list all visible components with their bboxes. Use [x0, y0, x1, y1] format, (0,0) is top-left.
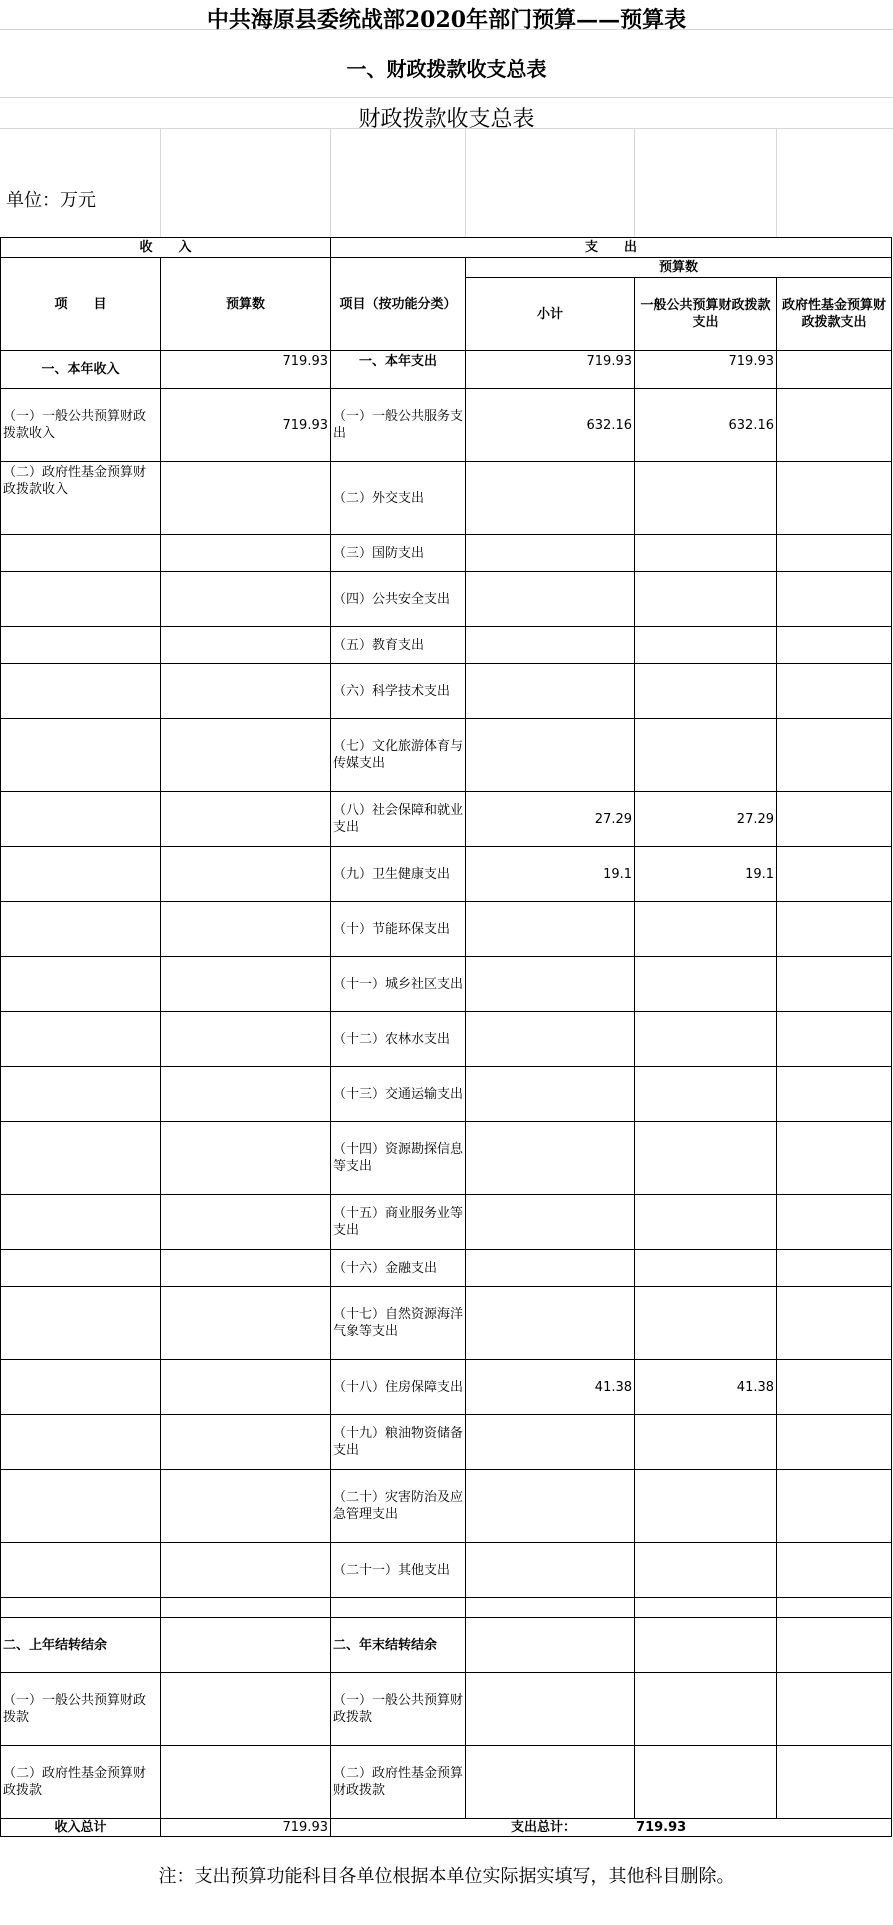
expense-fund-cell — [777, 1012, 892, 1067]
gridline — [634, 128, 635, 238]
expense-general-cell — [635, 1415, 777, 1470]
income-item-cell — [1, 664, 161, 719]
expense-fund-cell — [777, 1415, 892, 1470]
table-row — [1, 719, 892, 792]
expense-item-cell — [331, 1598, 466, 1618]
expense-general-cell — [635, 1673, 777, 1746]
expense-subtotal-cell — [466, 1250, 635, 1287]
income-item-cell — [1, 1598, 161, 1618]
expense-subtotal-cell — [466, 1122, 635, 1195]
expense-fund-cell — [777, 572, 892, 627]
expense-general-cell — [635, 1543, 777, 1598]
document-title: 中共海原县委统战部2020年部门预算——预算表 — [206, 7, 687, 33]
fund-budget-header: 政府性基金预算财政拨款支出 — [777, 278, 892, 351]
subtotal-header: 小计 — [466, 278, 635, 351]
income-item-cell — [1, 1067, 161, 1122]
income-item-cell — [1, 1415, 161, 1470]
income-header: 收 入 — [1, 238, 331, 258]
expense-item-cell: （二）政府性基金预算财政拨款 — [331, 1746, 466, 1819]
income-item-cell: （一）一般公共预算财政拨款收入 — [1, 389, 161, 462]
expense-item-cell: （二十一）其他支出 — [331, 1543, 466, 1598]
income-item-cell — [1, 1287, 161, 1360]
expense-item-cell: （十二）农林水支出 — [331, 1012, 466, 1067]
expense-general-cell — [635, 1012, 777, 1067]
table-row — [1, 1012, 892, 1067]
expense-item-cell: （二）外交支出 — [331, 462, 466, 535]
func-item-header: 项目（按功能分类） — [331, 258, 466, 351]
table-row — [1, 351, 892, 389]
expense-fund-cell — [777, 1122, 892, 1195]
expense-item-cell: （七）文化旅游体育与传媒支出 — [331, 719, 466, 792]
expense-general-cell — [635, 572, 777, 627]
expense-general-cell — [635, 719, 777, 792]
expense-general-cell: 719.93 — [635, 351, 777, 389]
table-row — [1, 1746, 892, 1819]
table-row — [1, 902, 892, 957]
income-value-cell — [161, 1360, 331, 1415]
expense-subtotal-cell — [466, 957, 635, 1012]
expense-subtotal-cell — [466, 572, 635, 627]
gridline — [776, 128, 777, 238]
expense-item-cell: （十）节能环保支出 — [331, 902, 466, 957]
income-value-cell — [161, 1287, 331, 1360]
table-row — [1, 1360, 892, 1415]
document-subtitle: 一、财政拨款收支总表 — [346, 57, 547, 81]
table-row — [1, 1543, 892, 1598]
expense-fund-cell — [777, 1598, 892, 1618]
expense-item-cell: （十六）金融支出 — [331, 1250, 466, 1287]
income-value-cell — [161, 1543, 331, 1598]
expense-item-cell: （四）公共安全支出 — [331, 572, 466, 627]
expense-fund-cell — [777, 1250, 892, 1287]
expense-item-cell: 一、本年支出 — [331, 351, 466, 389]
table-row — [1, 1598, 892, 1618]
expense-general-cell — [635, 664, 777, 719]
expense-fund-cell — [777, 627, 892, 664]
table-row — [1, 462, 892, 535]
header-row-1 — [1, 238, 892, 258]
income-item-cell: （一）一般公共预算财政拨款 — [1, 1673, 161, 1746]
footnote: 注：支出预算功能科目各单位根据本单位实际据实填写，其他科目删除。 — [158, 1866, 735, 1887]
expense-subtotal-cell — [466, 1415, 635, 1470]
expense-item-cell: （十八）住房保障支出 — [331, 1360, 466, 1415]
expense-header: 支 出 — [331, 238, 892, 258]
income-value-cell — [161, 1673, 331, 1746]
header-row-2 — [1, 258, 892, 278]
expense-subtotal-cell: 632.16 — [466, 389, 635, 462]
expense-subtotal-cell — [466, 1598, 635, 1618]
expense-subtotal-cell — [466, 1746, 635, 1819]
income-total-label: 收入总计 — [1, 1819, 161, 1837]
income-value-cell — [161, 1012, 331, 1067]
general-budget-header: 一般公共预算财政拨款支出 — [635, 278, 777, 351]
expense-subtotal-cell — [466, 1287, 635, 1360]
expense-item-cell: （二十）灾害防治及应急管理支出 — [331, 1470, 466, 1543]
expense-item-cell: （十五）商业服务业等支出 — [331, 1195, 466, 1250]
table-row — [1, 957, 892, 1012]
expense-item-cell: （五）教育支出 — [331, 627, 466, 664]
income-item-cell: （二）政府性基金预算财政拨款 — [1, 1746, 161, 1819]
expense-item-cell: （八）社会保障和就业支出 — [331, 792, 466, 847]
income-item-cell — [1, 572, 161, 627]
expense-general-cell — [635, 1122, 777, 1195]
table-row — [1, 1470, 892, 1543]
expense-subtotal-cell — [466, 1067, 635, 1122]
income-item-cell — [1, 719, 161, 792]
expense-total-label: 支出总计： — [511, 1820, 577, 1835]
expense-fund-cell — [777, 664, 892, 719]
unit-label: 单位：万元 — [6, 190, 96, 211]
expense-fund-cell — [777, 719, 892, 792]
expense-item-cell: （十四）资源勘探信息等支出 — [331, 1122, 466, 1195]
income-value-cell — [161, 1415, 331, 1470]
table-row — [1, 847, 892, 902]
expense-general-cell: 632.16 — [635, 389, 777, 462]
income-item-cell: 一、本年收入 — [1, 351, 161, 389]
income-value-cell — [161, 957, 331, 1012]
expense-fund-cell — [777, 1543, 892, 1598]
expense-general-cell: 19.1 — [635, 847, 777, 902]
expense-general-cell — [635, 957, 777, 1012]
income-value-cell — [161, 664, 331, 719]
expense-item-cell: （十七）自然资源海洋气象等支出 — [331, 1287, 466, 1360]
expense-fund-cell — [777, 902, 892, 957]
income-item-cell — [1, 1195, 161, 1250]
income-item-cell — [1, 1470, 161, 1543]
expense-item-cell: （九）卫生健康支出 — [331, 847, 466, 902]
income-value-cell — [161, 1195, 331, 1250]
expense-subtotal-cell — [466, 902, 635, 957]
expense-subtotal-cell — [466, 1543, 635, 1598]
expense-subtotal-cell — [466, 664, 635, 719]
expense-fund-cell — [777, 792, 892, 847]
income-value-cell — [161, 462, 331, 535]
expense-fund-cell — [777, 535, 892, 572]
income-item-cell — [1, 792, 161, 847]
expense-total-value: 719.93 — [636, 1820, 687, 1835]
income-value-cell — [161, 1067, 331, 1122]
totals-row — [1, 1819, 892, 1837]
expense-subtotal-cell — [466, 1673, 635, 1746]
income-item-cell: 二、上年结转结余 — [1, 1618, 161, 1673]
income-item-cell — [1, 847, 161, 902]
income-budget-header: 预算数 — [161, 258, 331, 351]
expense-fund-cell — [777, 389, 892, 462]
expense-item-cell: （十一）城乡社区支出 — [331, 957, 466, 1012]
budget-group-header: 预算数 — [466, 258, 892, 278]
expense-general-cell — [635, 462, 777, 535]
table-title: 财政拨款收支总表 — [358, 107, 535, 132]
expense-total-cell — [331, 1819, 892, 1837]
expense-general-cell — [635, 535, 777, 572]
income-value-cell — [161, 1598, 331, 1618]
income-item-cell — [1, 1250, 161, 1287]
income-total-value: 719.93 — [161, 1819, 331, 1837]
table-row — [1, 1618, 892, 1673]
expense-general-cell — [635, 1598, 777, 1618]
expense-item-cell: （一）一般公共预算财政拨款 — [331, 1673, 466, 1746]
expense-fund-cell — [777, 847, 892, 902]
income-value-cell: 719.93 — [161, 351, 331, 389]
income-value-cell — [161, 847, 331, 902]
income-value-cell — [161, 572, 331, 627]
expense-item-cell: （一）一般公共服务支出 — [331, 389, 466, 462]
income-value-cell — [161, 1618, 331, 1673]
income-item-cell — [1, 1543, 161, 1598]
table-row — [1, 1067, 892, 1122]
expense-general-cell — [635, 1250, 777, 1287]
expense-item-cell: 二、年末结转结余 — [331, 1618, 466, 1673]
expense-item-cell: （十九）粮油物资储备支出 — [331, 1415, 466, 1470]
expense-general-cell — [635, 1195, 777, 1250]
income-value-cell — [161, 1122, 331, 1195]
expense-subtotal-cell — [466, 1618, 635, 1673]
expense-general-cell — [635, 902, 777, 957]
expense-fund-cell — [777, 1618, 892, 1673]
expense-subtotal-cell: 19.1 — [466, 847, 635, 902]
income-value-cell — [161, 1250, 331, 1287]
table-row — [1, 389, 892, 462]
expense-subtotal-cell — [466, 1195, 635, 1250]
expense-general-cell — [635, 1746, 777, 1819]
expense-general-cell — [635, 627, 777, 664]
expense-item-cell: （三）国防支出 — [331, 535, 466, 572]
income-item-cell — [1, 1122, 161, 1195]
table-row — [1, 792, 892, 847]
income-item-cell — [1, 902, 161, 957]
expense-subtotal-cell: 27.29 — [466, 792, 635, 847]
income-value-cell — [161, 1470, 331, 1543]
expense-general-cell: 41.38 — [635, 1360, 777, 1415]
expense-fund-cell — [777, 1360, 892, 1415]
budget-table — [0, 237, 892, 1837]
income-item-cell — [1, 957, 161, 1012]
gridline — [160, 128, 161, 238]
expense-subtotal-cell — [466, 627, 635, 664]
expense-general-cell: 27.29 — [635, 792, 777, 847]
income-item-cell — [1, 627, 161, 664]
table-row — [1, 1415, 892, 1470]
expense-subtotal-cell — [466, 1470, 635, 1543]
expense-fund-cell — [777, 1195, 892, 1250]
income-value-cell — [161, 902, 331, 957]
expense-subtotal-cell: 41.38 — [466, 1360, 635, 1415]
income-item-cell — [1, 535, 161, 572]
expense-subtotal-cell — [466, 1012, 635, 1067]
gridline — [465, 128, 466, 238]
expense-general-cell — [635, 1287, 777, 1360]
gridline — [0, 97, 893, 98]
income-value-cell — [161, 627, 331, 664]
income-item-header: 项 目 — [1, 258, 161, 351]
expense-fund-cell — [777, 957, 892, 1012]
expense-item-cell: （十三）交通运输支出 — [331, 1067, 466, 1122]
expense-general-cell — [635, 1470, 777, 1543]
gridline — [330, 128, 331, 238]
expense-general-cell — [635, 1067, 777, 1122]
table-row — [1, 572, 892, 627]
expense-general-cell — [635, 1618, 777, 1673]
income-value-cell — [161, 535, 331, 572]
table-row — [1, 1287, 892, 1360]
table-row — [1, 535, 892, 572]
income-item-cell: （二）政府性基金预算财政拨款收入 — [1, 462, 161, 535]
expense-subtotal-cell — [466, 719, 635, 792]
income-value-cell: 719.93 — [161, 389, 331, 462]
table-row — [1, 1195, 892, 1250]
income-item-cell — [1, 1360, 161, 1415]
income-item-cell — [1, 1012, 161, 1067]
expense-subtotal-cell — [466, 535, 635, 572]
income-value-cell — [161, 792, 331, 847]
expense-subtotal-cell — [466, 462, 635, 535]
table-row — [1, 1122, 892, 1195]
table-row — [1, 627, 892, 664]
income-value-cell — [161, 1746, 331, 1819]
expense-subtotal-cell: 719.93 — [466, 351, 635, 389]
expense-fund-cell — [777, 1067, 892, 1122]
expense-item-cell: （六）科学技术支出 — [331, 664, 466, 719]
table-row — [1, 1673, 892, 1746]
expense-fund-cell — [777, 1470, 892, 1543]
income-value-cell — [161, 719, 331, 792]
expense-fund-cell — [777, 351, 892, 389]
table-row — [1, 1250, 892, 1287]
expense-fund-cell — [777, 462, 892, 535]
expense-fund-cell — [777, 1746, 892, 1819]
expense-fund-cell — [777, 1287, 892, 1360]
expense-fund-cell — [777, 1673, 892, 1746]
table-row — [1, 664, 892, 719]
